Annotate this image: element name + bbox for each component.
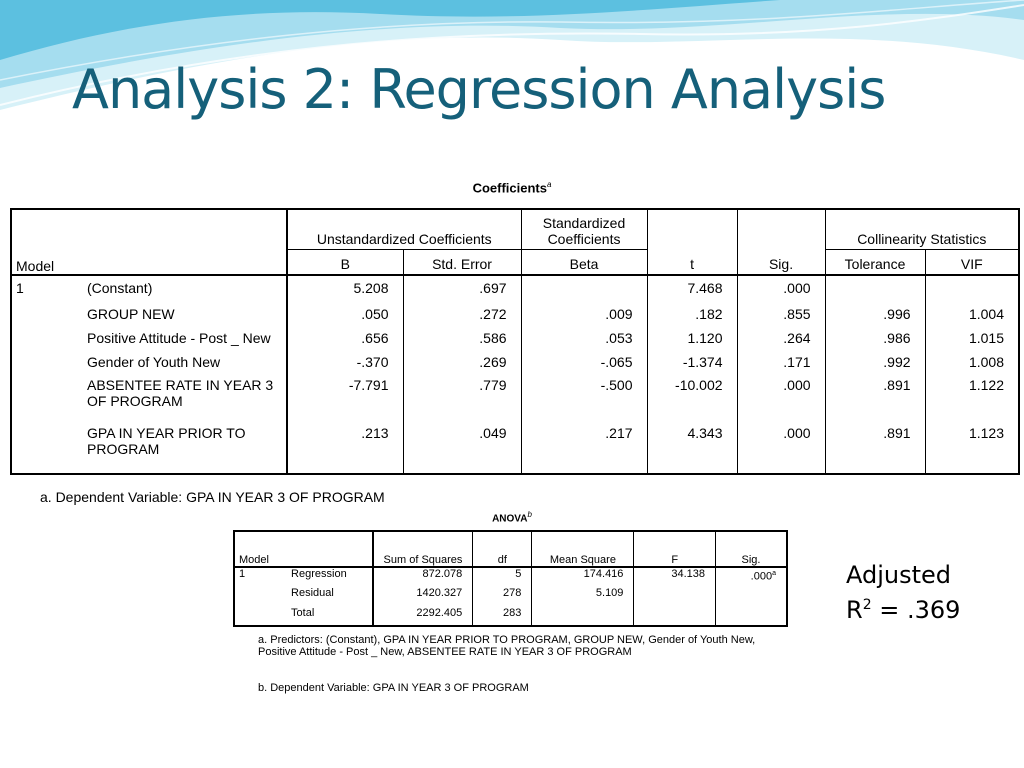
coef-header-collinearity: Collinearity Statistics bbox=[825, 209, 1019, 249]
anova-cell-ms: 5.109 bbox=[532, 587, 634, 607]
coef-cell-tolerance: .996 bbox=[825, 306, 925, 330]
anova-cell-sig bbox=[716, 567, 787, 587]
coef-cell-t: 7.468 bbox=[647, 275, 737, 306]
coef-cell-vif: 1.004 bbox=[925, 306, 1019, 330]
coef-cell-se: .272 bbox=[403, 306, 521, 330]
anova-header-mean-square: Mean Square bbox=[532, 531, 634, 567]
coef-header-vif: VIF bbox=[925, 249, 1019, 275]
coef-cell-beta: -.065 bbox=[521, 354, 647, 378]
adjusted-r-squared bbox=[846, 560, 960, 625]
coef-cell-se: .269 bbox=[403, 354, 521, 378]
anova-header-sig: Sig. bbox=[716, 531, 787, 567]
anova-caption-text: ANOVA bbox=[492, 513, 528, 525]
anova-sig-mark: a bbox=[772, 570, 776, 577]
coef-cell-b: .050 bbox=[287, 306, 403, 330]
coefficients-caption-text: Coefficients bbox=[472, 180, 547, 196]
coef-header-t: t bbox=[647, 209, 737, 275]
anova-caption-mark: b bbox=[527, 510, 532, 519]
anova-cell-f bbox=[634, 587, 716, 607]
coef-cell-se: .697 bbox=[403, 275, 521, 306]
coef-cell-beta bbox=[521, 275, 647, 306]
coef-cell-vif: 1.122 bbox=[925, 377, 1019, 425]
anova-cell-sig bbox=[716, 587, 787, 607]
coef-header-standardized: Standardized Coefficients bbox=[521, 209, 647, 249]
coef-cell-beta: -.500 bbox=[521, 377, 647, 425]
anova-cell-ms: 174.416 bbox=[532, 567, 634, 587]
coef-cell-sig: .000 bbox=[737, 275, 825, 306]
coef-cell-vif: 1.123 bbox=[925, 425, 1019, 474]
coef-cell-b: 5.208 bbox=[287, 275, 403, 306]
coef-row-label: GROUP NEW bbox=[87, 306, 175, 323]
table-row bbox=[234, 567, 787, 587]
table-row bbox=[234, 607, 787, 626]
coef-header-sig: Sig. bbox=[737, 209, 825, 275]
anova-model-number: 1 bbox=[234, 567, 287, 626]
anova-header-model: Model bbox=[239, 554, 269, 566]
coef-cell-beta: .053 bbox=[521, 330, 647, 354]
anova-footnote-a: a. Predictors: (Constant), GPA IN YEAR PRIOR TO PROGRAM, GROUP NEW, Gender of Youth New, Positive Attitude - Post _ New, ABSENTEE RATE IN YEAR 3 OF PROGRAM bbox=[258, 634, 756, 658]
anova-cell-sig bbox=[716, 607, 787, 626]
coef-cell-vif: 1.008 bbox=[925, 354, 1019, 378]
coef-cell-sig: .171 bbox=[737, 354, 825, 378]
coef-cell-tolerance: .891 bbox=[825, 377, 925, 425]
coef-cell-beta: .217 bbox=[521, 425, 647, 474]
anova-cell-df: 5 bbox=[473, 567, 532, 587]
coef-header-model: Model bbox=[16, 258, 55, 274]
coef-row-label: ABSENTEE RATE IN YEAR 3 OF PROGRAM bbox=[87, 377, 274, 410]
coef-model-number: 1 bbox=[11, 275, 83, 474]
coef-header-unstandardized: Unstandardized Coefficients bbox=[287, 209, 521, 249]
table-row bbox=[11, 425, 1019, 474]
adjusted-value-line bbox=[846, 590, 960, 625]
coefficients-table bbox=[10, 208, 1020, 475]
r-exponent: 2 bbox=[862, 597, 872, 613]
coef-cell-sig: .000 bbox=[737, 377, 825, 425]
coef-cell-sig: .855 bbox=[737, 306, 825, 330]
coef-row-label: (Constant) bbox=[83, 275, 287, 306]
anova-row-label: Total bbox=[291, 607, 315, 619]
coef-cell-tolerance: .992 bbox=[825, 354, 925, 378]
coef-row-label: Gender of Youth New bbox=[87, 353, 221, 370]
coef-row-label: GPA IN YEAR PRIOR TO PROGRAM bbox=[87, 424, 246, 457]
coef-cell-b: .656 bbox=[287, 330, 403, 354]
coef-cell-t: .182 bbox=[647, 306, 737, 330]
coefficients-header-row-1 bbox=[11, 209, 1019, 249]
table-row bbox=[11, 330, 1019, 354]
anova-header-f: F bbox=[634, 531, 716, 567]
coef-row-label: Positive Attitude - Post _ New bbox=[87, 329, 271, 346]
anova-header-row bbox=[234, 531, 787, 567]
coef-cell-beta: .009 bbox=[521, 306, 647, 330]
anova-header-sum-of-squares: Sum of Squares bbox=[373, 531, 473, 567]
table-row bbox=[11, 354, 1019, 378]
slide-title: Analysis 2: Regression Analysis bbox=[72, 58, 886, 121]
coef-header-beta: Beta bbox=[521, 249, 647, 275]
coef-cell-sig: .000 bbox=[737, 425, 825, 474]
r-squared-value: = .369 bbox=[879, 596, 961, 624]
anova-cell-f bbox=[634, 607, 716, 626]
coef-header-std-error: Std. Error bbox=[403, 249, 521, 275]
anova-sig-value: .000 bbox=[750, 570, 773, 583]
coef-cell-t: -1.374 bbox=[647, 354, 737, 378]
coef-cell-tolerance bbox=[825, 275, 925, 306]
adjusted-label: Adjusted bbox=[846, 561, 952, 589]
coef-cell-sig: .264 bbox=[737, 330, 825, 354]
coef-cell-b: .213 bbox=[287, 425, 403, 474]
coef-cell-vif: 1.015 bbox=[925, 330, 1019, 354]
anova-footnote-b: b. Dependent Variable: GPA IN YEAR 3 OF PROGRAM bbox=[258, 682, 529, 694]
r-symbol: R bbox=[846, 596, 863, 624]
table-row bbox=[11, 275, 1019, 306]
coefficients-footnote: a. Dependent Variable: GPA IN YEAR 3 OF PROGRAM bbox=[40, 489, 385, 505]
anova-cell-df: 283 bbox=[473, 607, 532, 626]
anova-row-label: Residual bbox=[291, 587, 334, 599]
anova-caption bbox=[0, 510, 1024, 524]
coef-header-b: B bbox=[287, 249, 403, 275]
anova-cell-df: 278 bbox=[473, 587, 532, 607]
coef-cell-t: 4.343 bbox=[647, 425, 737, 474]
anova-cell-ss: 1420.327 bbox=[373, 587, 473, 607]
anova-header-df: df bbox=[473, 531, 532, 567]
table-row bbox=[11, 377, 1019, 425]
coef-cell-tolerance: .891 bbox=[825, 425, 925, 474]
coefficients-caption-mark: a bbox=[546, 180, 552, 189]
table-row bbox=[234, 587, 787, 607]
coef-cell-vif bbox=[925, 275, 1019, 306]
anova-table bbox=[233, 530, 788, 627]
coef-cell-b: -.370 bbox=[287, 354, 403, 378]
anova-cell-ss: 872.078 bbox=[373, 567, 473, 587]
coef-header-tolerance: Tolerance bbox=[825, 249, 925, 275]
coefficients-caption bbox=[0, 180, 1024, 195]
coef-cell-t: 1.120 bbox=[647, 330, 737, 354]
anova-cell-f: 34.138 bbox=[634, 567, 716, 587]
coef-cell-b: -7.791 bbox=[287, 377, 403, 425]
coef-cell-se: .779 bbox=[403, 377, 521, 425]
anova-cell-ms bbox=[532, 607, 634, 626]
table-row bbox=[11, 306, 1019, 330]
anova-row-label: Regression bbox=[287, 567, 373, 587]
coef-cell-t: -10.002 bbox=[647, 377, 737, 425]
coef-cell-tolerance: .986 bbox=[825, 330, 925, 354]
coef-cell-se: .586 bbox=[403, 330, 521, 354]
coef-cell-se: .049 bbox=[403, 425, 521, 474]
anova-cell-ss: 2292.405 bbox=[373, 607, 473, 626]
